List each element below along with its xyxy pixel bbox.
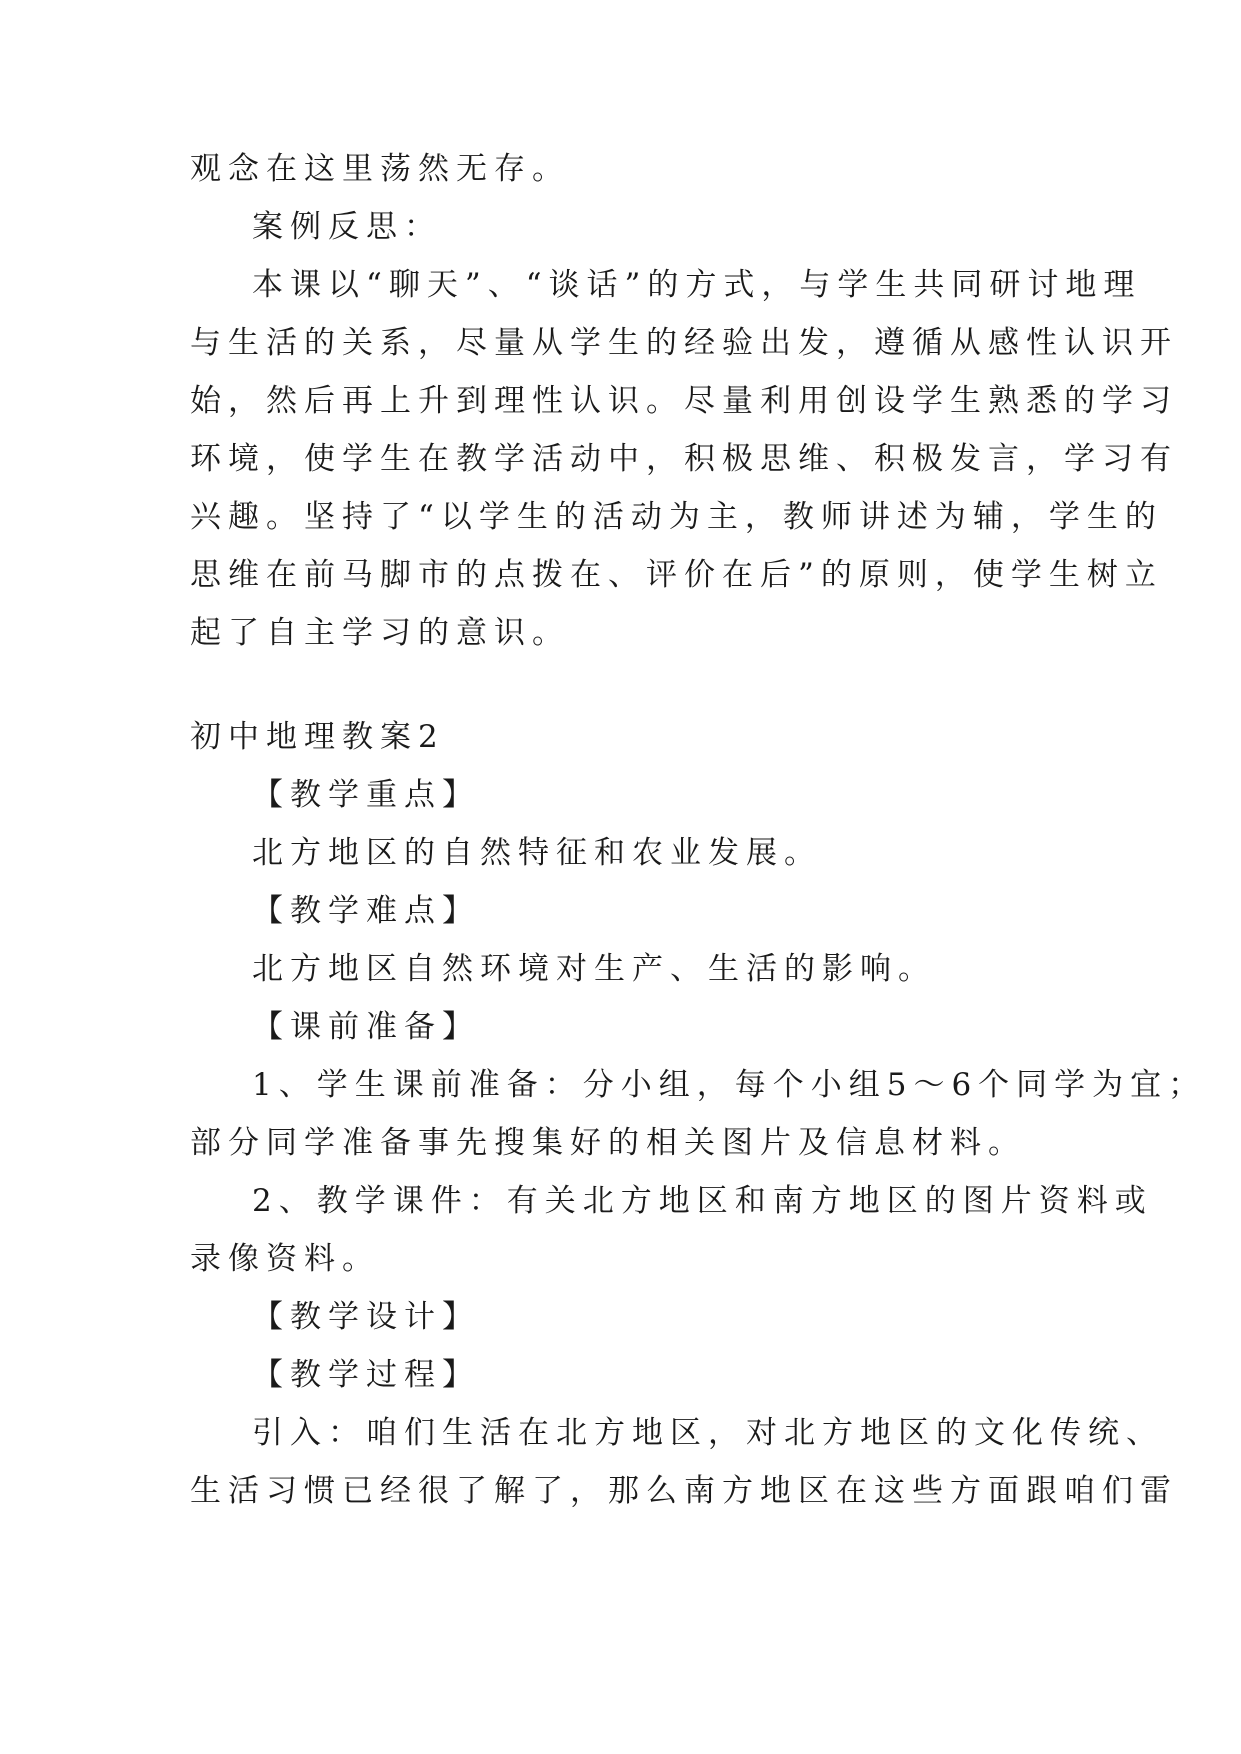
section-title: 初中地理教案2 [190, 719, 445, 755]
paragraph-line: 1、学生课前准备：分小组，每个小组5～6个同学为宜； [252, 1067, 1207, 1103]
case-reflection-heading: 案例反思： [252, 209, 442, 245]
paragraph-line: 本课以“聊天”、“谈话”的方式，与学生共同研讨地理 [252, 267, 1142, 303]
paragraph-line: 兴趣。坚持了“以学生的活动为主，教师讲述为辅，学生的 [190, 499, 1163, 535]
paragraph-line: 与生活的关系，尽量从学生的经验出发，遵循从感性认识开 [190, 325, 1178, 361]
paragraph-line: 2、教学课件：有关北方地区和南方地区的图片资料或 [252, 1183, 1153, 1219]
difficulty-label: 【教学难点】 [252, 893, 480, 929]
paragraph-line: 环境，使学生在教学活动中，积极思维、积极发言，学习有 [190, 441, 1178, 477]
paragraph-line: 引入：咱们生活在北方地区，对北方地区的文化传统、 [252, 1415, 1164, 1451]
paragraph-line: 起了自主学习的意识。 [190, 615, 570, 651]
difficulty-text: 北方地区自然环境对生产、生活的影响。 [252, 951, 936, 987]
paragraph-line: 部分同学准备事先搜集好的相关图片及信息材料。 [190, 1125, 1026, 1161]
paragraph-line: 思维在前马脚市的点拨在、评价在后”的原则，使学生树立 [190, 557, 1163, 593]
process-label: 【教学过程】 [252, 1357, 480, 1393]
focus-text: 北方地区的自然特征和农业发展。 [252, 835, 822, 871]
paragraph-line: 观念在这里荡然无存。 [190, 151, 570, 187]
focus-label: 【教学重点】 [252, 777, 480, 813]
prep-label: 【课前准备】 [252, 1009, 480, 1045]
paragraph-line: 生活习惯已经很了解了，那么南方地区在这些方面跟咱们雷 [190, 1473, 1178, 1509]
paragraph-line: 录像资料。 [190, 1241, 380, 1277]
design-label: 【教学设计】 [252, 1299, 480, 1335]
paragraph-line: 始，然后再上升到理性认识。尽量利用创设学生熟悉的学习 [190, 383, 1178, 419]
